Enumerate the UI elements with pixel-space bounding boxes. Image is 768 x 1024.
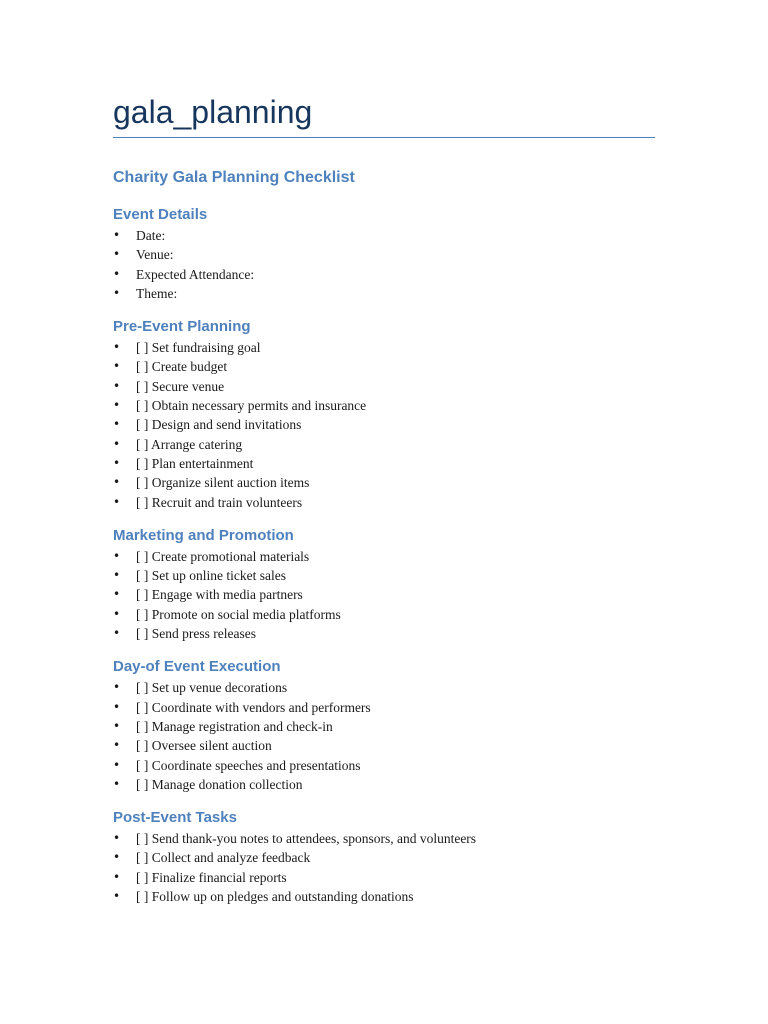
section-heading: Post-Event Tasks <box>113 809 237 827</box>
bullet-icon: • <box>113 475 121 490</box>
section-list <box>113 829 655 906</box>
checklist-sections <box>113 205 655 906</box>
list-item-text: Expected Attendance: <box>136 266 255 282</box>
list-item <box>113 226 655 245</box>
section-heading: Day-of Event Execution <box>113 658 281 676</box>
bullet-icon: • <box>113 378 121 393</box>
list-item-text: [ ] Set up online ticket sales <box>136 568 286 584</box>
list-item-text: [ ] Obtain necessary permits and insurance <box>136 398 367 414</box>
list-item-text: [ ] Promote on social media platforms <box>136 606 341 622</box>
bullet-icon: • <box>113 228 121 242</box>
list-item <box>113 868 655 887</box>
list-item-text: [ ] Oversee silent auction <box>136 738 272 754</box>
list-item <box>113 415 655 434</box>
list-item <box>113 265 655 284</box>
bullet-icon: • <box>113 266 121 281</box>
list-item <box>113 245 655 264</box>
list-item <box>113 829 655 848</box>
list-item-text: [ ] Recruit and train volunteers <box>136 494 303 510</box>
bullet-icon: • <box>113 850 121 865</box>
bullet-icon: • <box>113 417 121 432</box>
list-item-text: Date: <box>136 228 166 243</box>
list-item-text: [ ] Manage donation collection <box>136 776 303 792</box>
bullet-icon: • <box>113 699 121 714</box>
list-item-text: [ ] Follow up on pledges and outstanding donations <box>136 889 414 905</box>
bullet-icon: • <box>113 626 121 641</box>
list-item-text: [ ] Coordinate with vendors and performers <box>136 699 371 715</box>
list-item-text: [ ] Collect and analyze feedback <box>136 850 311 866</box>
bullet-icon: • <box>113 436 121 451</box>
bullet-icon: • <box>113 359 121 374</box>
list-item <box>113 775 655 794</box>
bullet-icon: • <box>113 247 121 262</box>
list-item <box>113 678 655 697</box>
list-item-text: Theme: <box>136 285 178 301</box>
section-heading: Event Details <box>113 206 208 223</box>
list-item <box>113 396 655 415</box>
list-item <box>113 493 655 512</box>
list-item <box>113 848 655 867</box>
list-item-text: [ ] Arrange catering <box>136 436 243 452</box>
list-item <box>113 717 655 736</box>
bullet-icon: • <box>113 548 121 563</box>
list-item-text: [ ] Design and send invitations <box>136 417 302 433</box>
list-item <box>113 547 655 566</box>
section-list <box>113 338 655 512</box>
section-heading: Pre-Event Planning <box>113 318 251 336</box>
bullet-icon: • <box>113 889 121 904</box>
list-item <box>113 284 655 303</box>
section-list <box>113 678 655 794</box>
bullet-icon: • <box>113 340 121 355</box>
list-item-text: [ ] Engage with media partners <box>136 587 303 603</box>
document-page <box>113 92 655 920</box>
list-item <box>113 698 655 717</box>
list-item-text: [ ] Manage registration and check-in <box>136 718 333 734</box>
list-item <box>113 756 655 775</box>
bullet-icon: • <box>113 398 121 413</box>
list-item-text: [ ] Coordinate speeches and presentations <box>136 757 361 773</box>
list-item <box>113 435 655 454</box>
bullet-icon: • <box>113 757 121 772</box>
list-item-text: [ ] Organize silent auction items <box>136 475 310 491</box>
list-item <box>113 585 655 604</box>
bullet-icon: • <box>113 776 121 791</box>
bullet-icon: • <box>113 606 121 621</box>
list-item-text: [ ] Send press releases <box>136 626 256 642</box>
document-title: gala_planning <box>113 94 313 130</box>
bullet-icon: • <box>113 869 121 884</box>
list-item-text: [ ] Create budget <box>136 359 228 375</box>
title-divider <box>113 137 655 138</box>
list-item <box>113 566 655 585</box>
list-item <box>113 605 655 624</box>
bullet-icon: • <box>113 494 121 509</box>
list-item <box>113 357 655 376</box>
bullet-icon: • <box>113 568 121 583</box>
list-item <box>113 736 655 755</box>
list-item <box>113 624 655 643</box>
list-item-text: [ ] Finalize financial reports <box>136 869 287 885</box>
list-item-text: [ ] Send thank-you notes to attendees, sponsors, and volunteers <box>136 831 477 847</box>
bullet-icon: • <box>113 831 121 846</box>
section-list <box>113 547 655 643</box>
bullet-icon: • <box>113 680 121 695</box>
bullet-icon: • <box>113 738 121 753</box>
list-item-text: Venue: <box>136 247 174 263</box>
list-item <box>113 454 655 473</box>
bullet-icon: • <box>113 455 121 470</box>
list-item-text: [ ] Create promotional materials <box>136 548 310 564</box>
list-item-text: [ ] Secure venue <box>136 378 225 394</box>
bullet-icon: • <box>113 587 121 602</box>
list-item <box>113 473 655 492</box>
section-list <box>113 226 655 303</box>
bullet-icon: • <box>113 285 121 300</box>
checklist-heading: Charity Gala Planning Checklist <box>113 169 355 186</box>
list-item-text: [ ] Set up venue decorations <box>136 680 288 696</box>
section-heading: Marketing and Promotion <box>113 526 294 544</box>
bullet-icon: • <box>113 718 121 733</box>
list-item-text: [ ] Set fundraising goal <box>136 340 261 356</box>
list-item <box>113 887 655 906</box>
list-item-text: [ ] Plan entertainment <box>136 455 254 471</box>
list-item <box>113 377 655 396</box>
list-item <box>113 338 655 357</box>
